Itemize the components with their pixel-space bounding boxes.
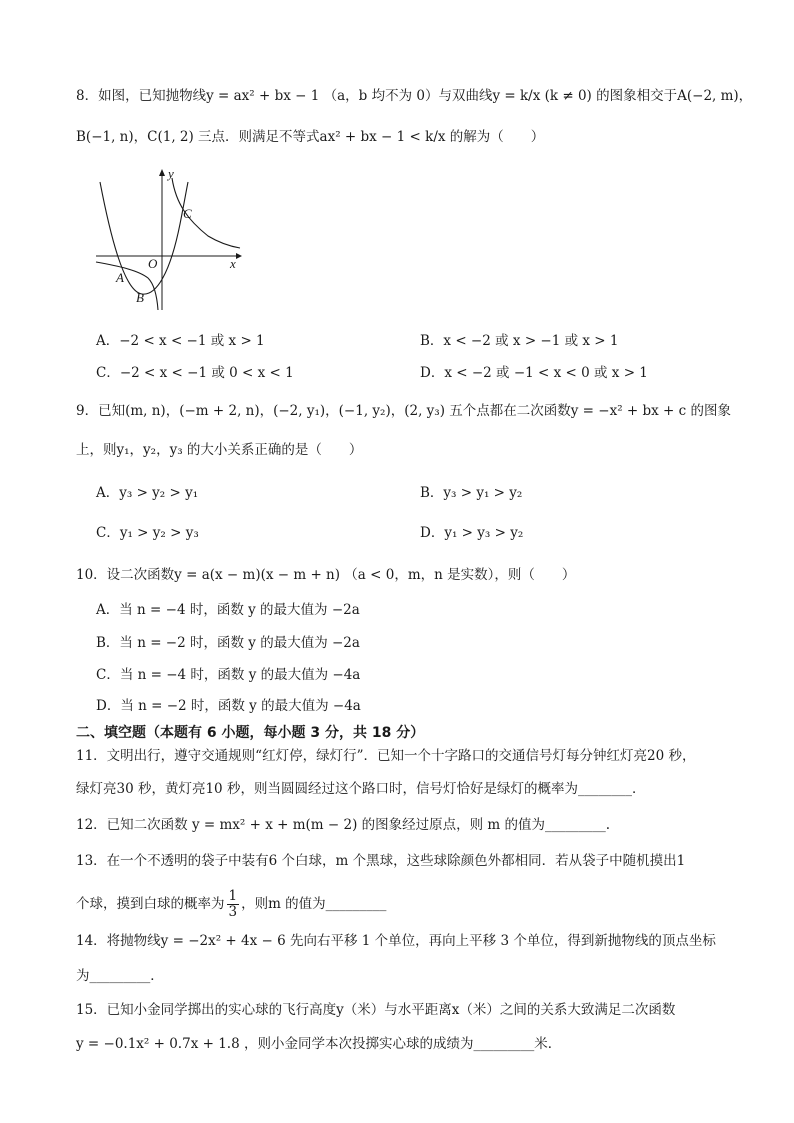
q10-line1: 10．设二次函数y = a(x − m)(x − m + n) （a < 0，m，n 是实数），则（ ） (76, 567, 576, 583)
section-title-fill-in: 二、填空题（本题有 6 小题，每小题 3 分，共 18 分） (76, 725, 425, 741)
q8-option-c[interactable]: C．−2 < x < −1 或 0 < x < 1 (96, 365, 294, 381)
x-axis-label: x (230, 256, 236, 271)
q14-line1: 14．将抛物线y = −2x² + 4x − 6 先向右平移 1 个单位，再向上平移 3 个单位，得到新抛物线的顶点坐标 (76, 933, 716, 949)
q9-line1: 9．已知(m, n)，(−m + 2, n)，(−2, y₁)，(−1, y₂)，(2, y₃) 五个点都在二次函数y = −x² + bx + c 的图象 (76, 403, 732, 419)
q12-line1: 12．已知二次函数 y = mx² + x + m(m − 2) 的图象经过原点，则 m 的值为_________. (76, 817, 611, 833)
q9-option-d[interactable]: D．y₁ > y₃ > y₂ (420, 525, 524, 541)
q11-line1: 11．文明出行，遵守交通规则“红灯停，绿灯行”．已知一个十字路口的交通信号灯每分钟红灯亮20 秒， (76, 748, 696, 764)
q8-option-a[interactable]: A．−2 < x < −1 或 x > 1 (96, 333, 265, 349)
q8-line2: B(−1, n)，C(1, 2) 三点．则满足不等式ax² + bx − 1 < k/x 的解为（ ） (76, 129, 545, 145)
q13-line1: 13．在一个不透明的袋子中装有6 个白球，m 个黑球，这些球除颜色外都相同．若从袋子中随机摸出1 (76, 853, 686, 869)
q8-figure (88, 164, 248, 314)
point-c-label: C (183, 206, 192, 221)
point-b-label: B (136, 290, 144, 305)
q13-fraction-denominator: 3 (228, 904, 238, 920)
y-axis-arrow-icon (159, 169, 165, 176)
q13-line2-suffix: ，则m 的值为_________ (241, 896, 387, 912)
x-axis-arrow-icon (236, 253, 242, 259)
q10-option-a[interactable]: A．当 n = −4 时，函数 y 的最大值为 −2a (96, 602, 360, 618)
q15-line1: 15．已知小金同学掷出的实心球的飞行高度y（米）与水平距离x（米）之间的关系大致满足二次函数 (76, 1002, 676, 1018)
q13-fraction-numerator: 1 (228, 888, 238, 904)
q9-option-a[interactable]: A．y₃ > y₂ > y₁ (96, 485, 199, 501)
y-axis-label: y (168, 166, 174, 181)
q13-line2 (76, 887, 754, 921)
q15-line2: y = −0.1x² + 0.7x + 1.8 ，则小金同学本次投掷实心球的成绩为_________米． (76, 1036, 562, 1052)
q14-line2: 为_________． (76, 968, 164, 984)
q13-line2-prefix: 个球，摸到白球的概率为 (76, 896, 225, 912)
point-a-label: A (116, 270, 124, 285)
q13-fraction (227, 889, 240, 920)
q9-option-c[interactable]: C．y₁ > y₂ > y₃ (96, 525, 199, 541)
q10-option-d[interactable]: D．当 n = −2 时，函数 y 的最大值为 −4a (96, 698, 361, 714)
q8-option-b[interactable]: B．x < −2 或 x > −1 或 x > 1 (420, 333, 619, 349)
q8-option-d[interactable]: D．x < −2 或 −1 < x < 0 或 x > 1 (420, 365, 648, 381)
q9-line2: 上，则y₁，y₂，y₃ 的大小关系正确的是（ ） (76, 442, 363, 458)
q10-option-b[interactable]: B．当 n = −2 时，函数 y 的最大值为 −2a (96, 635, 360, 651)
q8-line1: 8．如图，已知抛物线y = ax² + bx − 1 （a，b 均不为 0）与双曲线y = k/x (k ≠ 0) 的图象相交于A(−2, m)， (76, 88, 753, 104)
q10-option-c[interactable]: C．当 n = −4 时，函数 y 的最大值为 −4a (96, 667, 361, 683)
q9-option-b[interactable]: B．y₃ > y₁ > y₂ (420, 485, 523, 501)
origin-label: O (148, 256, 158, 271)
q11-line2: 绿灯亮30 秒，黄灯亮10 秒，则当圆圆经过这个路口时，信号灯恰好是绿灯的概率为________． (76, 781, 646, 797)
parabola-curve (100, 182, 188, 294)
